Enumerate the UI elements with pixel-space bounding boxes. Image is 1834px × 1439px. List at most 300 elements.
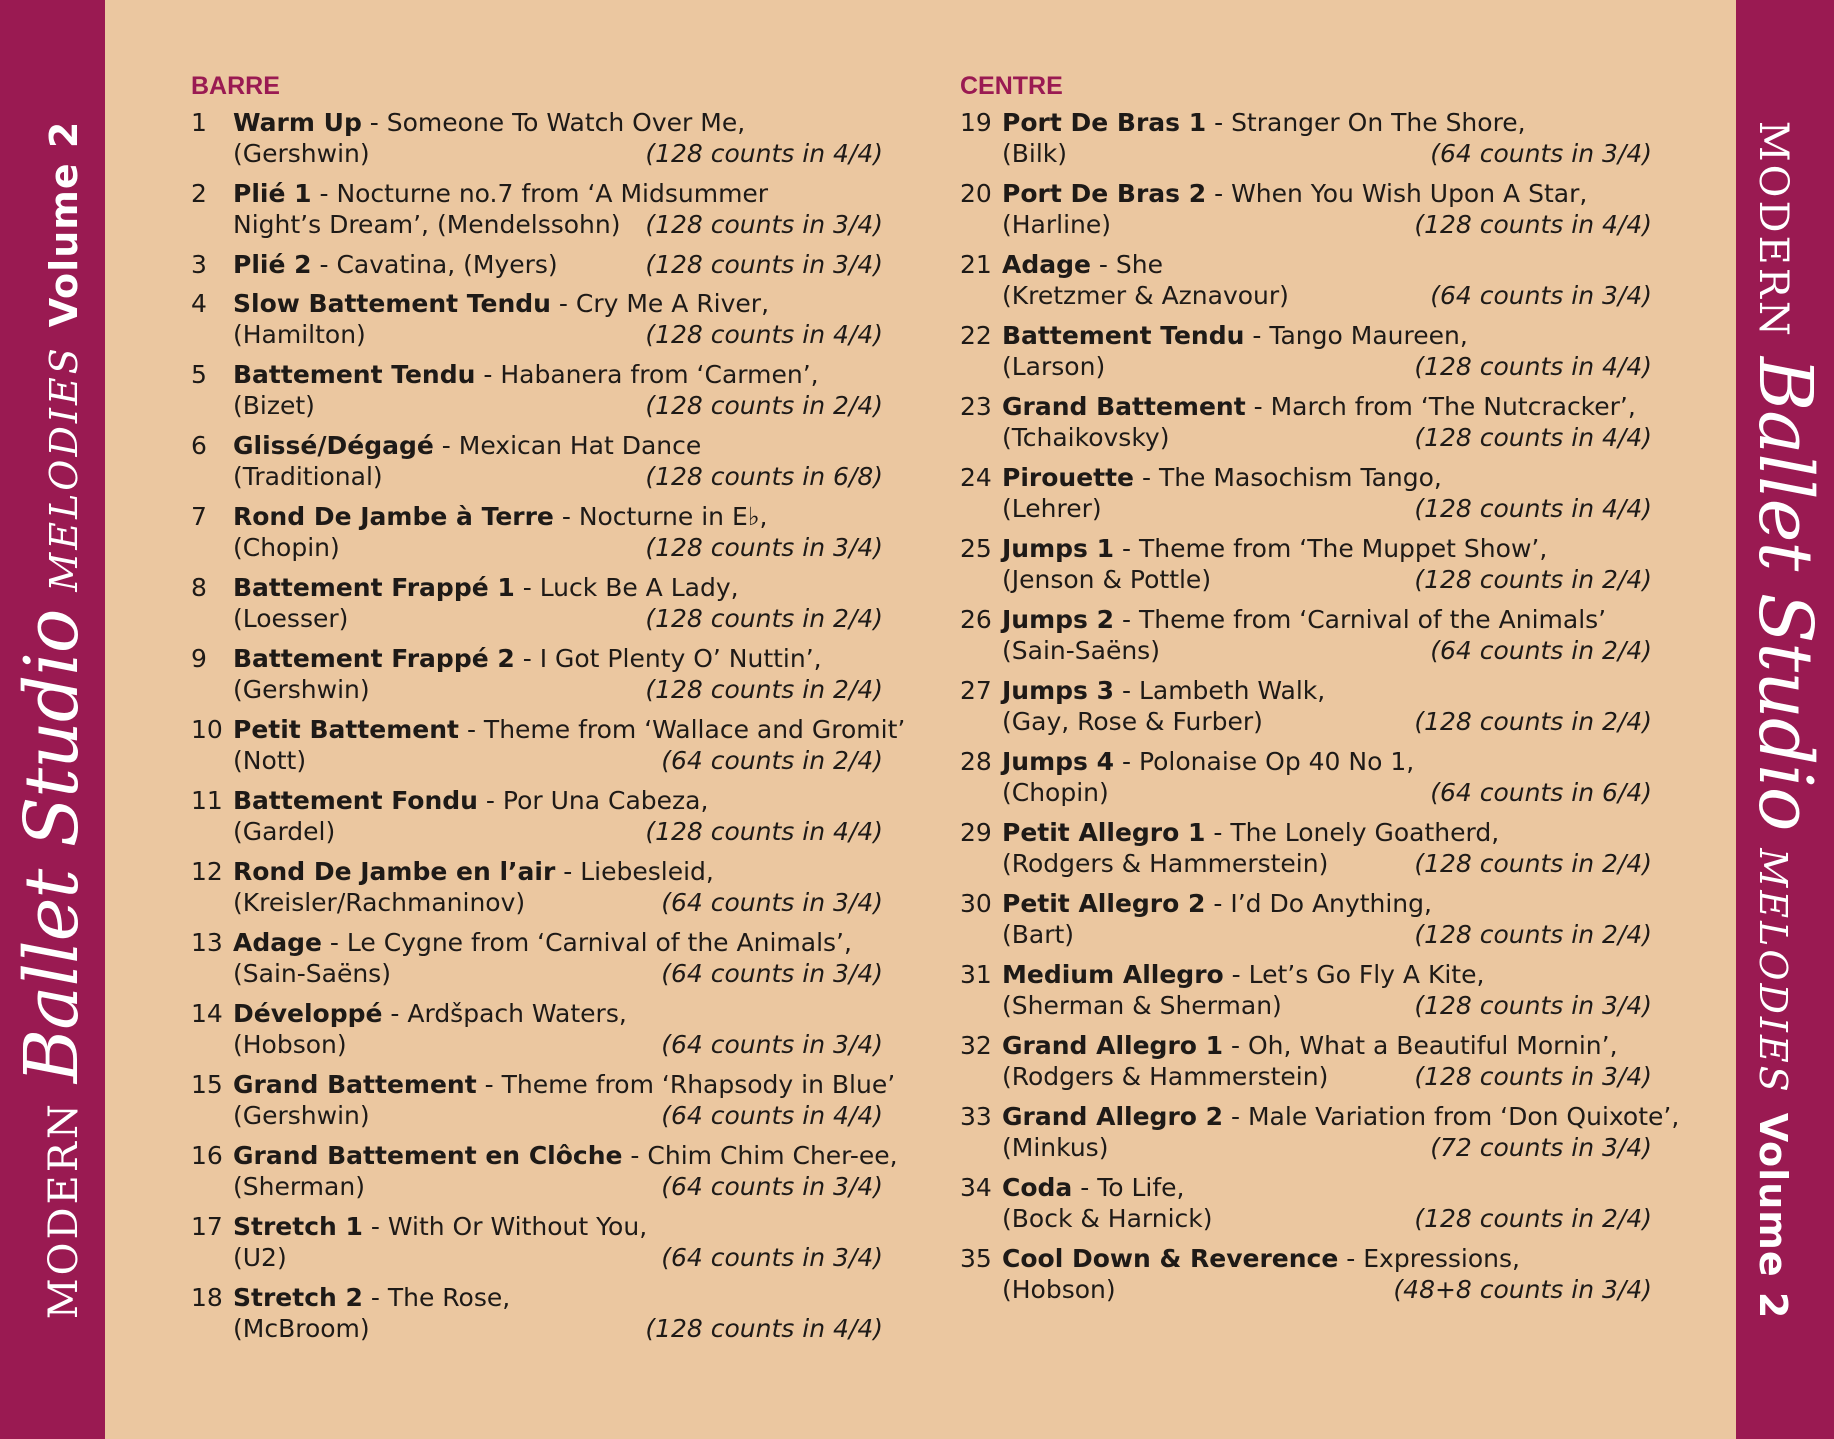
track-separator: - xyxy=(622,1141,648,1170)
track-exercise: Petit Allegro 2 xyxy=(1002,889,1206,918)
track-title-line xyxy=(233,1210,883,1244)
track-number: 12 xyxy=(191,857,223,886)
track-title-line xyxy=(1002,390,1652,424)
track-title-line xyxy=(1002,461,1652,495)
track-row xyxy=(960,177,1652,248)
track-detail-line xyxy=(233,138,883,170)
spine-title-script: Ballet Studio xyxy=(1742,356,1828,831)
track-composer: (Bilk) xyxy=(1002,139,1068,168)
track-number: 1 xyxy=(191,108,207,137)
track-separator: - xyxy=(1114,534,1139,563)
track-counts: (128 counts in 2/4) xyxy=(1414,707,1652,736)
track-exercise: Développé xyxy=(233,999,383,1028)
track-number: 23 xyxy=(960,392,992,421)
track-title-line xyxy=(233,926,883,960)
track-separator: - xyxy=(555,857,581,886)
track-composer: (Traditional) xyxy=(233,462,383,491)
track-number: 35 xyxy=(960,1244,992,1273)
track-counts: (128 counts in 4/4) xyxy=(645,817,883,846)
track-counts: (64 counts in 6/4) xyxy=(1430,778,1652,807)
track-counts: (64 counts in 4/4) xyxy=(661,1101,883,1130)
track-row xyxy=(960,1242,1652,1313)
track-separator: - xyxy=(475,360,501,389)
track-piece: To Life, xyxy=(1097,1173,1185,1202)
track-exercise: Battement Frappé 2 xyxy=(233,644,515,673)
spine-title-modern: MODERN xyxy=(41,1101,87,1320)
track-composer: (Kretzmer & Aznavour) xyxy=(1002,281,1289,310)
track-row xyxy=(960,248,1652,319)
track-number: 21 xyxy=(960,250,992,279)
track-counts: (128 counts in 2/4) xyxy=(645,604,883,633)
track-counts: (128 counts in 3/4) xyxy=(1414,1062,1652,1091)
track-composer: (Rodgers & Hammerstein) xyxy=(1002,849,1329,878)
track-piece: March from ‘The Nutcracker’, xyxy=(1270,392,1636,421)
track-detail-line xyxy=(233,674,883,706)
track-detail-line xyxy=(233,1100,883,1132)
track-title-line xyxy=(1002,532,1652,566)
track-counts: (128 counts in 4/4) xyxy=(645,320,883,349)
track-composer: (Minkus) xyxy=(1002,1133,1109,1162)
track-detail-line xyxy=(1002,422,1652,454)
track-counts: (128 counts in 4/4) xyxy=(645,139,883,168)
track-composer: (Hobson) xyxy=(233,1030,347,1059)
track-title-line xyxy=(1002,816,1652,850)
track-counts: (128 counts in 2/4) xyxy=(1414,1204,1652,1233)
track-row xyxy=(191,106,883,177)
track-piece: The Rose, xyxy=(387,1283,511,1312)
track-exercise: Medium Allegro xyxy=(1002,960,1224,989)
left-spine xyxy=(0,0,105,1439)
track-counts: (64 counts in 3/4) xyxy=(1430,281,1652,310)
track-number: 25 xyxy=(960,534,992,563)
right-spine xyxy=(1736,0,1834,1439)
track-composer: (Sain-Saëns) xyxy=(233,959,391,988)
track-piece: Theme from ‘Rhapsody in Blue’ xyxy=(501,1070,896,1099)
track-exercise: Pirouette xyxy=(1002,463,1135,492)
track-exercise: Adage xyxy=(1002,250,1091,279)
track-composer: (Lehrer) xyxy=(1002,494,1102,523)
track-detail-line xyxy=(1002,1061,1652,1093)
track-title-line xyxy=(233,106,883,140)
track-piece: Mexican Hat Dance xyxy=(458,431,702,460)
spine-title xyxy=(9,121,95,1320)
track-detail-line xyxy=(1002,1132,1652,1164)
track-exercise: Rond De Jambe à Terre xyxy=(233,502,554,531)
track-separator: - xyxy=(311,250,337,279)
track-detail-line xyxy=(1002,848,1652,880)
track-title-line xyxy=(233,855,883,889)
track-piece: Nocturne no.7 from ‘A Midsummer xyxy=(336,179,769,208)
track-number: 6 xyxy=(191,431,207,460)
track-counts: (48+8 counts in 3/4) xyxy=(1393,1275,1652,1304)
track-piece: The Lonely Goatherd, xyxy=(1230,818,1500,847)
track-row xyxy=(191,1210,883,1281)
track-composer: (Chopin) xyxy=(233,533,340,562)
barre-column xyxy=(191,72,906,1352)
track-piece: With Or Without You, xyxy=(387,1212,648,1241)
track-separator: - xyxy=(1205,889,1231,918)
track-counts: (128 counts in 3/4) xyxy=(1414,991,1652,1020)
track-counts: (128 counts in 6/8) xyxy=(645,462,883,491)
track-detail-line xyxy=(233,816,883,848)
track-separator: - xyxy=(362,1212,388,1241)
track-separator: - xyxy=(1223,960,1249,989)
track-title-line xyxy=(233,642,883,676)
track-number: 31 xyxy=(960,960,992,989)
track-row xyxy=(191,248,883,287)
track-row xyxy=(191,1139,898,1210)
track-separator: - xyxy=(311,179,337,208)
track-piece: Por Una Cabeza, xyxy=(502,786,709,815)
track-number: 29 xyxy=(960,818,992,847)
track-title-line xyxy=(1002,106,1652,140)
track-detail-line xyxy=(1002,777,1652,809)
track-separator: - xyxy=(361,108,387,137)
track-number: 22 xyxy=(960,321,992,350)
track-separator: - xyxy=(550,289,576,318)
track-number: 26 xyxy=(960,605,992,634)
track-number: 2 xyxy=(191,179,207,208)
track-row xyxy=(191,642,883,713)
track-piece: Ardšpach Waters, xyxy=(407,999,627,1028)
track-composer: (Loesser) xyxy=(233,604,349,633)
track-title-line xyxy=(233,997,883,1031)
track-piece: Theme from ‘Carnival of the Animals’ xyxy=(1138,605,1607,634)
track-composer: (Sain-Saëns) xyxy=(1002,636,1160,665)
track-counts: (128 counts in 2/4) xyxy=(1414,849,1652,878)
track-number: 4 xyxy=(191,289,207,318)
track-exercise: Jumps 1 xyxy=(1002,534,1115,563)
track-separator: - xyxy=(1114,676,1139,705)
track-exercise: Port De Bras 2 xyxy=(1002,179,1207,208)
track-piece: Let’s Go Fly A Kite, xyxy=(1248,960,1485,989)
track-exercise: Plié 1 xyxy=(233,179,312,208)
track-number: 7 xyxy=(191,502,207,531)
track-number: 33 xyxy=(960,1102,992,1131)
track-row xyxy=(191,926,883,997)
track-counts: (64 counts in 3/4) xyxy=(661,959,883,988)
track-title-line xyxy=(1002,887,1652,921)
spine-title xyxy=(1742,121,1828,1320)
track-separator: - xyxy=(362,1283,388,1312)
track-detail-line xyxy=(1002,919,1652,951)
track-composer: (Jenson & Pottle) xyxy=(1002,565,1212,594)
track-row xyxy=(960,1171,1652,1242)
track-row xyxy=(191,784,883,855)
track-row xyxy=(960,390,1652,461)
track-detail-line xyxy=(1002,635,1652,667)
track-separator: - xyxy=(1223,1031,1248,1060)
track-piece: She xyxy=(1115,250,1163,279)
track-number: 10 xyxy=(191,715,223,744)
track-piece: Lambeth Walk, xyxy=(1138,676,1326,705)
track-number: 14 xyxy=(191,999,223,1028)
track-composer: (Kreisler/Rachmaninov) xyxy=(233,888,526,917)
centre-track-list xyxy=(960,106,1680,1313)
track-title-line xyxy=(233,571,883,605)
track-separator: - xyxy=(321,928,347,957)
track-exercise: Plié 2 xyxy=(233,250,312,279)
track-composer: (Nott) xyxy=(233,746,307,775)
track-row xyxy=(960,461,1652,532)
track-piece: Le Cygne from ‘Carnival of the Animals’, xyxy=(346,928,852,957)
track-detail-line xyxy=(233,209,883,241)
track-title-line xyxy=(233,713,906,747)
barre-heading: BARRE xyxy=(191,72,280,100)
track-piece: Luck Be A Lady, xyxy=(539,573,739,602)
track-separator: - xyxy=(459,715,484,744)
centre-heading: CENTRE xyxy=(960,72,1063,100)
track-number: 20 xyxy=(960,179,992,208)
track-separator: - xyxy=(477,786,503,815)
track-number: 11 xyxy=(191,786,223,815)
track-exercise: Rond De Jambe en l’air xyxy=(233,857,556,886)
track-exercise: Cool Down & Reverence xyxy=(1002,1244,1339,1273)
track-composer: (Bart) xyxy=(1002,920,1075,949)
track-composer: (McBroom) xyxy=(233,1314,370,1343)
track-exercise: Grand Battement en Clôche xyxy=(233,1141,623,1170)
track-counts: (64 counts in 3/4) xyxy=(661,888,883,917)
track-separator: - xyxy=(1206,108,1232,137)
track-detail-line xyxy=(233,532,883,564)
track-piece: Chim Chim Cher-ee, xyxy=(647,1141,898,1170)
track-counts: (128 counts in 2/4) xyxy=(645,391,883,420)
track-title-line xyxy=(233,1281,883,1315)
spine-title-melodies: MELODIES xyxy=(1751,848,1795,1095)
track-separator: - xyxy=(382,999,408,1028)
spine-title-script: Ballet Studio xyxy=(9,609,95,1084)
track-number: 19 xyxy=(960,108,992,137)
track-exercise: Petit Allegro 1 xyxy=(1002,818,1206,847)
track-number: 8 xyxy=(191,573,207,602)
track-composer: (Harline) xyxy=(1002,210,1112,239)
track-separator: - xyxy=(553,502,579,531)
track-number: 27 xyxy=(960,676,992,705)
track-exercise: Battement Tendu xyxy=(1002,321,1245,350)
track-detail-line xyxy=(1002,1203,1652,1235)
track-row xyxy=(960,532,1652,603)
track-piece: Oh, What a Beautiful Mornin’, xyxy=(1247,1031,1618,1060)
track-composer: (Bizet) xyxy=(233,391,315,420)
track-counts: (72 counts in 3/4) xyxy=(1430,1133,1652,1162)
track-counts: (64 counts in 2/4) xyxy=(1430,636,1652,665)
track-number: 13 xyxy=(191,928,223,957)
track-number: 17 xyxy=(191,1212,223,1241)
track-composer: (Gershwin) xyxy=(233,139,370,168)
track-exercise: Coda xyxy=(1002,1173,1073,1202)
track-detail-line xyxy=(1002,209,1652,241)
track-composer: (Larson) xyxy=(1002,352,1106,381)
track-detail-line xyxy=(1002,351,1652,383)
track-exercise: Grand Allegro 1 xyxy=(1002,1031,1224,1060)
track-row xyxy=(191,1281,883,1352)
track-detail-line xyxy=(233,1029,883,1061)
track-row xyxy=(191,855,883,926)
track-row xyxy=(960,674,1652,745)
track-exercise: Adage xyxy=(233,928,322,957)
track-piece: Theme from ‘Wallace and Gromit’ xyxy=(483,715,906,744)
track-piece: Nocturne in E♭, xyxy=(578,502,768,531)
track-number: 30 xyxy=(960,889,992,918)
track-separator: - xyxy=(476,1070,502,1099)
track-title-line xyxy=(233,500,883,534)
track-row xyxy=(960,106,1652,177)
track-detail-line xyxy=(233,461,883,493)
track-title-line xyxy=(233,248,883,282)
track-exercise: Battement Frappé 1 xyxy=(233,573,515,602)
track-counts: (64 counts in 3/4) xyxy=(661,1243,883,1272)
track-number: 9 xyxy=(191,644,207,673)
track-piece: Habanera from ‘Carmen’, xyxy=(500,360,819,389)
track-piece: Someone To Watch Over Me, xyxy=(386,108,746,137)
track-list-panel xyxy=(105,0,1736,1439)
track-number: 34 xyxy=(960,1173,992,1202)
track-title-line xyxy=(1002,177,1652,211)
track-separator: - xyxy=(1223,1102,1248,1131)
track-exercise: Battement Fondu xyxy=(233,786,478,815)
track-counts: (128 counts in 3/4) xyxy=(645,210,883,239)
track-exercise: Stretch 2 xyxy=(233,1283,363,1312)
track-exercise: Petit Battement xyxy=(233,715,459,744)
track-separator: - xyxy=(1205,818,1231,847)
spine-title-volume: Volume 2 xyxy=(1751,1112,1795,1320)
track-row xyxy=(960,1029,1652,1100)
track-detail-line xyxy=(1002,990,1652,1022)
track-composer: (Chopin) xyxy=(1002,778,1109,807)
track-separator: - xyxy=(514,644,540,673)
track-row xyxy=(960,603,1652,674)
track-row xyxy=(191,287,883,358)
track-title-line xyxy=(1002,745,1652,779)
track-title-line xyxy=(1002,958,1652,992)
track-piece: Liebesleid, xyxy=(580,857,714,886)
track-composer: (Hamilton) xyxy=(233,320,366,349)
track-detail-line xyxy=(1002,706,1652,738)
track-detail-line xyxy=(233,958,883,990)
track-row xyxy=(191,500,883,571)
track-exercise: Jumps 2 xyxy=(1002,605,1115,634)
track-separator: - xyxy=(1072,1173,1098,1202)
track-row xyxy=(191,997,883,1068)
track-piece: Expressions, xyxy=(1363,1244,1520,1273)
track-exercise: Port De Bras 1 xyxy=(1002,108,1207,137)
track-separator: - xyxy=(433,431,459,460)
track-piece: Tango Maureen, xyxy=(1269,321,1468,350)
track-counts: (64 counts in 3/4) xyxy=(1430,139,1652,168)
track-detail-line xyxy=(233,745,883,777)
track-piece: Cavatina, (Myers) xyxy=(336,250,558,279)
track-piece: Polonaise Op 40 No 1, xyxy=(1138,747,1415,776)
track-exercise: Glissé/Dégagé xyxy=(233,431,434,460)
track-row xyxy=(960,958,1652,1029)
track-separator: - xyxy=(1338,1244,1364,1273)
track-exercise: Warm Up xyxy=(233,108,362,137)
track-composer: (Gershwin) xyxy=(233,1101,370,1130)
track-row xyxy=(960,887,1652,958)
track-title-line xyxy=(1002,674,1652,708)
track-row xyxy=(960,1100,1680,1171)
track-piece: The Masochism Tango, xyxy=(1158,463,1442,492)
track-composer: (U2) xyxy=(233,1243,287,1272)
track-title-line xyxy=(1002,1171,1652,1205)
track-detail-line xyxy=(233,390,883,422)
track-title-line xyxy=(233,429,883,463)
track-separator: - xyxy=(1245,392,1271,421)
track-row xyxy=(191,713,906,784)
track-row xyxy=(191,571,883,642)
track-number: 18 xyxy=(191,1283,223,1312)
track-separator: - xyxy=(1114,605,1139,634)
track-counts: (128 counts in 4/4) xyxy=(1414,423,1652,452)
track-detail-line xyxy=(233,319,883,351)
track-piece: I’d Do Anything, xyxy=(1230,889,1432,918)
track-composer: (Bock & Harnick) xyxy=(1002,1204,1213,1233)
track-piece: Cry Me A River, xyxy=(575,289,770,318)
track-exercise: Jumps 3 xyxy=(1002,676,1115,705)
track-row xyxy=(191,1068,896,1139)
track-detail-line xyxy=(233,887,883,919)
track-separator: - xyxy=(1114,747,1139,776)
track-title-line xyxy=(233,177,883,211)
track-detail-line xyxy=(1002,564,1652,596)
track-counts: (128 counts in 2/4) xyxy=(1414,565,1652,594)
track-counts: (64 counts in 2/4) xyxy=(661,746,883,775)
track-counts: (128 counts in 3/4) xyxy=(645,250,883,279)
track-separator: - xyxy=(1244,321,1270,350)
track-composer: (Sherman & Sherman) xyxy=(1002,991,1282,1020)
track-piece: Theme from ‘The Muppet Show’, xyxy=(1138,534,1548,563)
track-number: 15 xyxy=(191,1070,223,1099)
track-exercise: Grand Battement xyxy=(1002,392,1246,421)
track-detail-line xyxy=(233,1171,883,1203)
track-number: 5 xyxy=(191,360,207,389)
track-detail-line xyxy=(233,603,883,635)
track-title-line xyxy=(1002,248,1652,282)
track-counts: (128 counts in 4/4) xyxy=(1414,210,1652,239)
track-separator: - xyxy=(1206,179,1232,208)
track-number: 3 xyxy=(191,250,207,279)
track-counts: (128 counts in 4/4) xyxy=(1414,352,1652,381)
track-title-line xyxy=(1002,603,1652,637)
track-title-line xyxy=(233,1068,896,1102)
track-composer: Night’s Dream’, (Mendelssohn) xyxy=(233,210,621,239)
track-title-line xyxy=(1002,319,1652,353)
track-number: 16 xyxy=(191,1141,223,1170)
track-counts: (128 counts in 3/4) xyxy=(645,533,883,562)
track-row xyxy=(191,429,883,500)
track-exercise: Slow Battement Tendu xyxy=(233,289,551,318)
track-counts: (128 counts in 4/4) xyxy=(1414,494,1652,523)
track-counts: (64 counts in 3/4) xyxy=(661,1030,883,1059)
track-separator: - xyxy=(514,573,540,602)
track-title-line xyxy=(233,358,883,392)
track-title-line xyxy=(233,1139,898,1173)
track-exercise: Grand Allegro 2 xyxy=(1002,1102,1224,1131)
track-composer: (Sherman) xyxy=(233,1172,365,1201)
track-exercise: Battement Tendu xyxy=(233,360,476,389)
track-detail-line xyxy=(1002,493,1652,525)
track-separator: - xyxy=(1090,250,1116,279)
track-composer: (Gershwin) xyxy=(233,675,370,704)
track-composer: (Gay, Rose & Furber) xyxy=(1002,707,1263,736)
track-exercise: Grand Battement xyxy=(233,1070,477,1099)
track-row xyxy=(960,745,1652,816)
track-exercise: Jumps 4 xyxy=(1002,747,1115,776)
track-exercise: Stretch 1 xyxy=(233,1212,363,1241)
track-counts: (64 counts in 3/4) xyxy=(661,1172,883,1201)
track-number: 28 xyxy=(960,747,992,776)
track-composer: (Rodgers & Hammerstein) xyxy=(1002,1062,1329,1091)
